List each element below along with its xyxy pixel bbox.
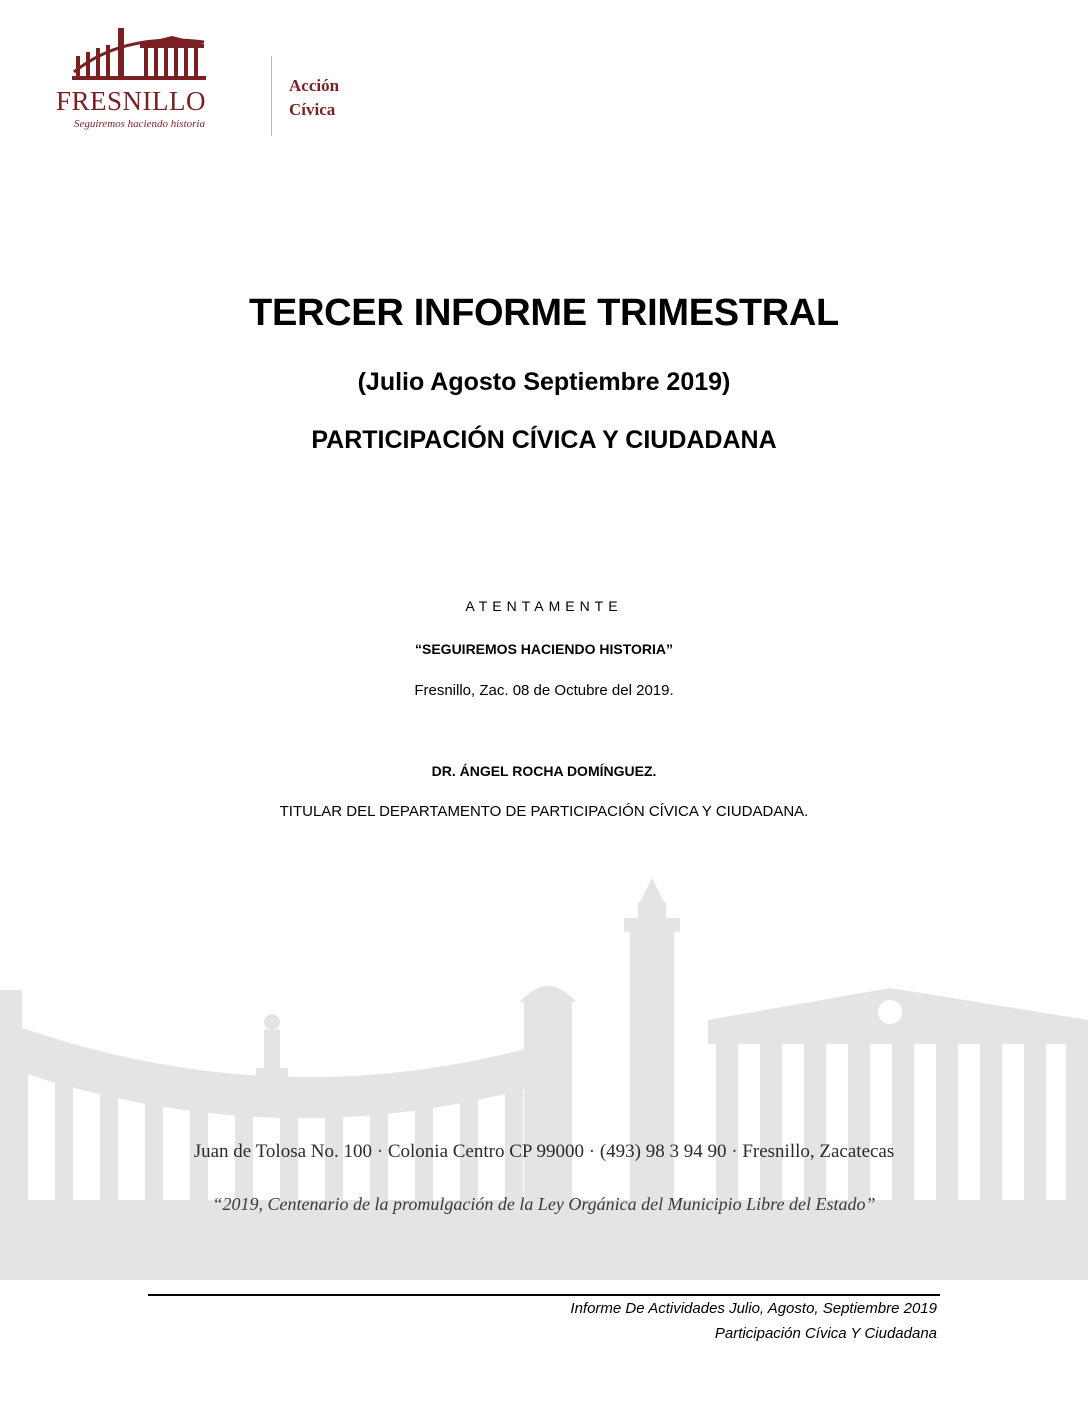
department-label-line1: Acción xyxy=(289,76,340,95)
skyline-silhouette-icon xyxy=(0,870,1088,1280)
place-date: Fresnillo, Zac. 08 de Octubre del 2019. xyxy=(414,682,674,699)
address-phone: (493) 98 3 94 90 xyxy=(599,1141,727,1162)
report-title: TERCER INFORME TRIMESTRAL xyxy=(249,292,839,334)
closing-text: ATENTAMENTE xyxy=(465,598,623,614)
footer-report-line: Informe De Actividades Julio, Agosto, Septiembre 2019 xyxy=(570,1300,937,1317)
contact-address xyxy=(0,1141,1088,1163)
department-label xyxy=(289,74,339,122)
separator-dot: · xyxy=(376,1141,384,1162)
signer-title: TITULAR DEL DEPARTAMENTO DE PARTICIPACIÓN CÍVICA Y CIUDADANA. xyxy=(279,803,809,820)
footer-rule xyxy=(148,1294,940,1296)
monument-logo-icon xyxy=(54,26,214,90)
separator-dot: · xyxy=(731,1141,738,1162)
address-colonia: Colonia Centro CP 99000 xyxy=(387,1141,585,1162)
separator-dot: · xyxy=(588,1141,596,1162)
report-department: PARTICIPACIÓN CÍVICA Y CIUDADANA xyxy=(311,426,777,454)
logo-divider xyxy=(271,56,272,136)
footer-department-line: Participación Cívica Y Ciudadana xyxy=(714,1325,937,1342)
signer-name: DR. ÁNGEL ROCHA DOMÍNGUEZ. xyxy=(431,763,657,779)
logo-tagline: Seguiremos haciendo historia xyxy=(74,118,205,130)
address-city: Fresnillo, Zacatecas xyxy=(742,1141,895,1162)
fresnillo-logo xyxy=(54,26,340,130)
department-label-line2: Cívica xyxy=(289,100,336,119)
logo-wordmark: FRESNILLO xyxy=(56,86,207,116)
centenary-slogan: “2019, Centenario de la promulgación de la Ley Orgánica del Municipio Libre del Estado” xyxy=(212,1194,876,1214)
motto-text: “SEGUIREMOS HACIENDO HISTORIA” xyxy=(415,641,673,657)
address-street: Juan de Tolosa No. 100 xyxy=(193,1141,373,1162)
report-period: (Julio Agosto Septiembre 2019) xyxy=(357,368,731,396)
